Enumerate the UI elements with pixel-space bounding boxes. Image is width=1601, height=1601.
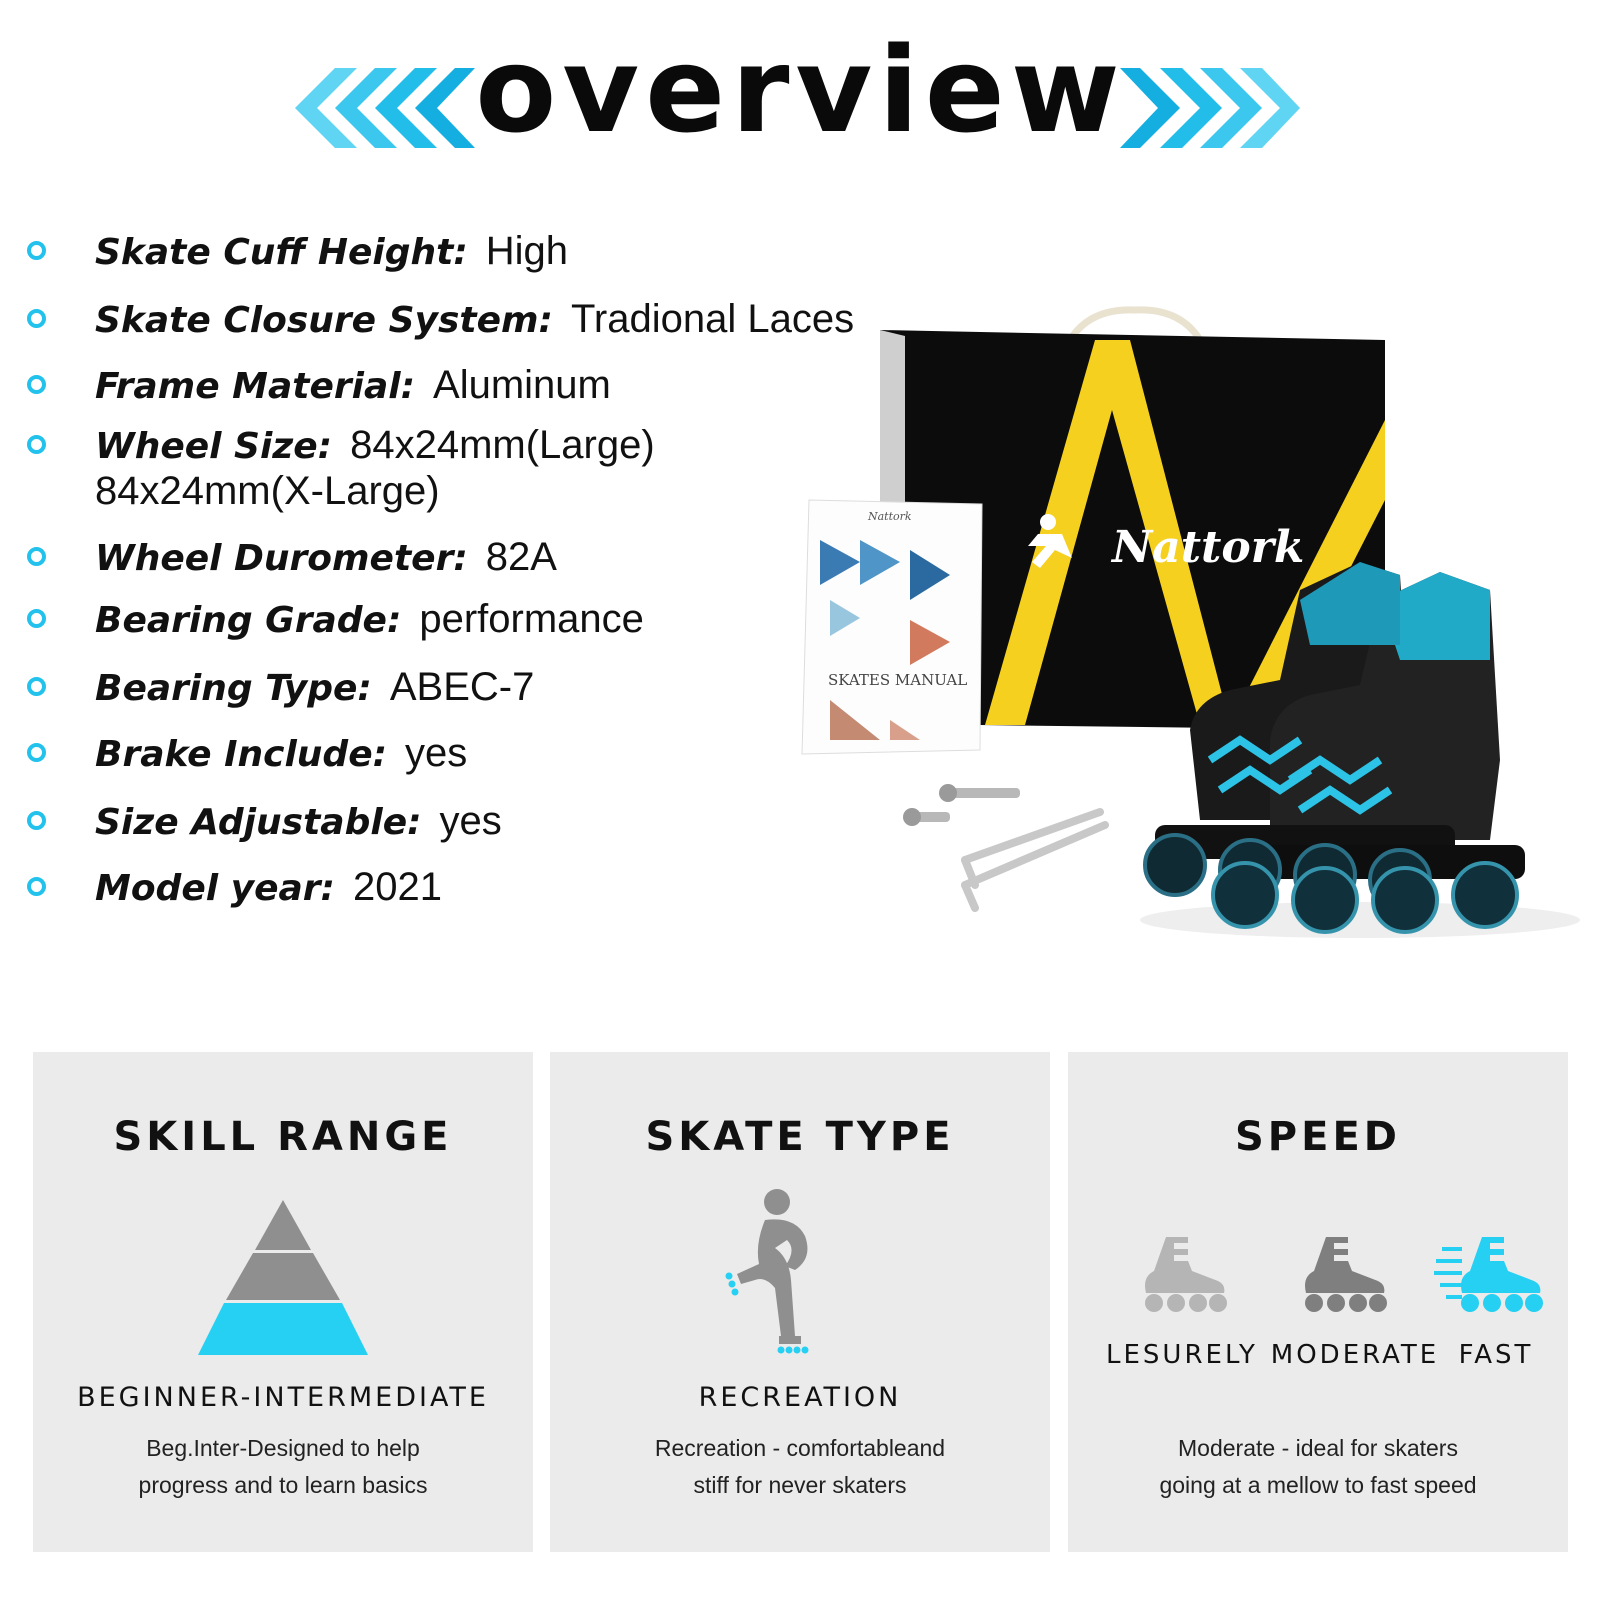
card-title: SPEED bbox=[1235, 1114, 1401, 1160]
skill-desc-line1: Beg.Inter-Designed to help bbox=[146, 1435, 420, 1461]
type-desc-line1: Recreation - comfortableand bbox=[654, 1435, 946, 1461]
bullet-icon bbox=[27, 309, 46, 328]
skate-type-value: RECREATION bbox=[698, 1382, 902, 1413]
spec-label: Wheel Size: bbox=[95, 426, 333, 467]
speed-desc-line1: Moderate - ideal for skaters bbox=[1178, 1435, 1458, 1461]
tools bbox=[903, 784, 1105, 908]
spec-value-secondary: 84x24mm(X-Large) bbox=[95, 469, 440, 513]
speed-level-lesurely: LESURELY bbox=[1106, 1340, 1258, 1370]
spec-value: Tradional Laces bbox=[570, 297, 855, 341]
spec-value: 84x24mm(Large) bbox=[350, 423, 655, 467]
type-desc-line2: stiff for never skaters bbox=[693, 1472, 907, 1498]
spec-label: Wheel Durometer: bbox=[95, 538, 468, 579]
manual-brand: Nattork bbox=[868, 510, 912, 523]
speed-desc-line2: going at a mellow to fast speed bbox=[1159, 1472, 1477, 1498]
spec-label: Size Adjustable: bbox=[95, 802, 422, 843]
brand-name: Nattork bbox=[1112, 522, 1305, 573]
skate-moderate-icon bbox=[1296, 1237, 1388, 1313]
spec-value: performance bbox=[419, 597, 644, 641]
bullet-icon bbox=[27, 609, 46, 628]
spec-value: 82A bbox=[485, 535, 557, 579]
spec-value: 2021 bbox=[352, 865, 442, 909]
product-image bbox=[800, 300, 1600, 960]
page-title: overview bbox=[475, 21, 1126, 159]
skates-manual bbox=[802, 500, 982, 754]
spec-value: yes bbox=[439, 799, 502, 843]
spec-value: High bbox=[485, 229, 569, 273]
spec-value: Aluminum bbox=[433, 363, 611, 407]
bullet-icon bbox=[27, 877, 46, 896]
bullet-icon bbox=[27, 677, 46, 696]
spec-label: Skate Closure System: bbox=[95, 300, 553, 341]
pyramid-icon bbox=[198, 1200, 368, 1355]
bullet-icon bbox=[27, 811, 46, 830]
card-title: SKATE TYPE bbox=[645, 1114, 955, 1160]
speed-level-fast: FAST bbox=[1458, 1340, 1534, 1370]
spec-list bbox=[0, 0, 900, 960]
skate-fast-icon bbox=[1434, 1237, 1544, 1313]
spec-label: Bearing Type: bbox=[95, 668, 372, 709]
bullet-icon bbox=[27, 241, 46, 260]
bullet-icon bbox=[27, 435, 46, 454]
skill-level: BEGINNER-INTERMEDIATE bbox=[77, 1382, 489, 1413]
bullet-icon bbox=[27, 375, 46, 394]
skater-icon bbox=[725, 1188, 835, 1358]
spec-label: Model year: bbox=[95, 868, 335, 909]
spec-label: Skate Cuff Height: bbox=[95, 232, 468, 273]
speed-level-moderate: MODERATE bbox=[1270, 1340, 1440, 1370]
spec-label: Bearing Grade: bbox=[95, 600, 402, 641]
spec-value: ABEC-7 bbox=[389, 665, 535, 709]
card-title: SKILL RANGE bbox=[113, 1114, 453, 1160]
skill-desc-line2: progress and to learn basics bbox=[138, 1472, 428, 1498]
chevrons-right-icon bbox=[1120, 68, 1300, 148]
spec-label: Frame Material: bbox=[95, 366, 416, 407]
bullet-icon bbox=[27, 743, 46, 762]
skate-type-card bbox=[550, 1052, 1050, 1552]
skill-range-card bbox=[33, 1052, 533, 1552]
manual-title: SKATES MANUAL bbox=[828, 671, 968, 689]
speed-card bbox=[1068, 1052, 1568, 1552]
spec-label: Brake Include: bbox=[95, 734, 388, 775]
spec-value: yes bbox=[405, 731, 468, 775]
product-illustration bbox=[800, 300, 1600, 960]
skate-slow-icon bbox=[1136, 1237, 1228, 1313]
bullet-icon bbox=[27, 547, 46, 566]
